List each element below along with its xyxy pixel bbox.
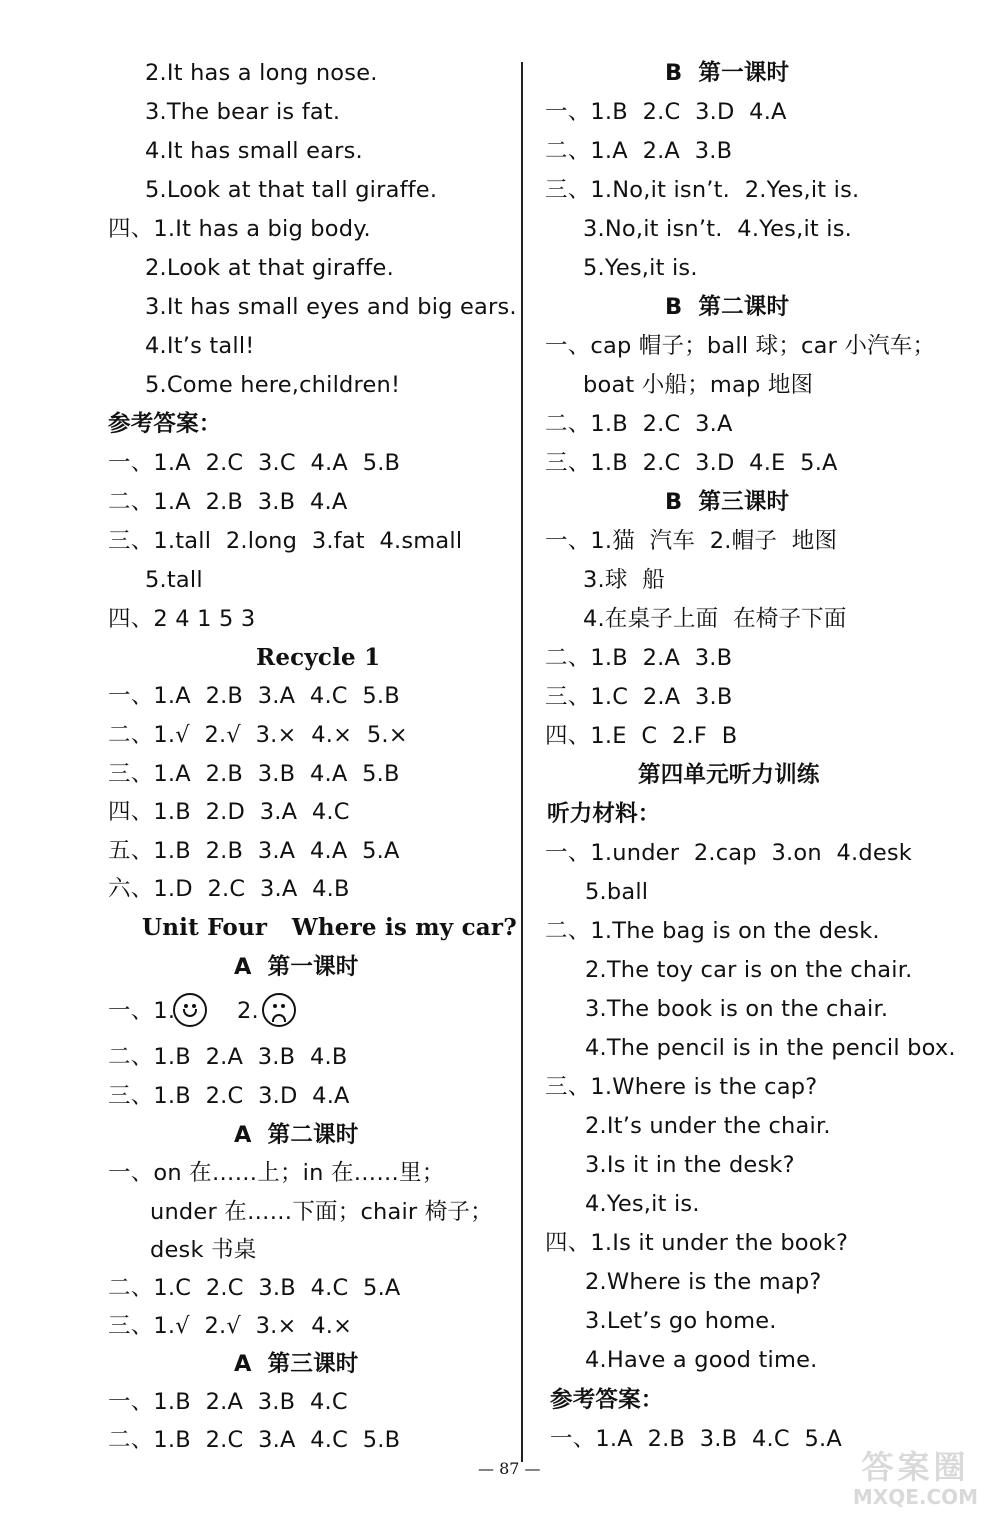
text-line: boat 小船；map 地图 <box>583 372 814 398</box>
text-line: 四、2 4 1 5 3 <box>108 606 256 632</box>
text-line: 二、1.B 2.C 3.A <box>545 411 733 437</box>
column-divider <box>521 62 523 1462</box>
text-line: 三、1.A 2.B 3.B 4.A 5.B <box>108 761 400 787</box>
text-line: 5.Come here,children! <box>145 372 401 398</box>
text-line: 3.The bear is fat. <box>145 99 341 125</box>
text-line: 4.Yes,it is. <box>585 1191 700 1217</box>
text-line: 2.It’s under the chair. <box>585 1113 831 1139</box>
text-line: 一、1.A 2.B 3.B 4.C 5.A <box>550 1426 842 1452</box>
text-line: 二、1.A 2.A 3.B <box>545 138 733 164</box>
text-line: 3.球 船 <box>583 567 665 593</box>
text-line: 二、1.B 2.A 3.B <box>545 645 733 671</box>
text-line: 一、cap 帽子；ball 球；car 小汽车； <box>545 333 936 359</box>
text-line: 一、on 在……上；in 在……里； <box>108 1160 445 1186</box>
text-line: 3.Is it in the desk? <box>585 1152 795 1178</box>
text-line: desk 书桌 <box>150 1237 257 1263</box>
text-line: 六、1.D 2.C 3.A 4.B <box>108 876 350 902</box>
text-line: 二、1.B 2.C 3.A 4.C 5.B <box>108 1427 401 1453</box>
text-line: 2.Look at that giraffe. <box>145 255 394 281</box>
text-line: 四、1.It has a big body. <box>108 216 371 242</box>
text-line: 三、1.√ 2.√ 3.× 4.× <box>108 1313 353 1339</box>
text-line: 四、1.E C 2.F B <box>545 723 738 749</box>
section-heading: B 第二课时 <box>665 294 790 320</box>
text-line: 四、1.Is it under the book? <box>545 1230 849 1256</box>
text-line: 四、1.B 2.D 3.A 4.C <box>108 799 350 825</box>
section-heading: Unit Four Where is my car? <box>142 914 517 941</box>
text-line: 2.Where is the map? <box>585 1269 822 1295</box>
text-line: 二、1.B 2.A 3.B 4.B <box>108 1044 348 1070</box>
text-line: 2. <box>237 998 259 1024</box>
text-line: 2.The toy car is on the chair. <box>585 957 913 983</box>
section-heading: 参考答案： <box>550 1387 664 1413</box>
text-line: 二、1.A 2.B 3.B 4.A <box>108 489 348 515</box>
text-line: 5.Yes,it is. <box>583 255 698 281</box>
watermark-url: MXQE.COM <box>852 1485 979 1509</box>
text-line: 4.在桌子上面 在椅子下面 <box>583 606 847 632</box>
text-line: 一、1.A 2.B 3.A 4.C 5.B <box>108 683 400 709</box>
text-line: 4.It has small ears. <box>145 138 363 164</box>
text-line: 三、1.B 2.C 3.D 4.A <box>108 1083 350 1109</box>
text-line: 3.The book is on the chair. <box>585 996 889 1022</box>
text-line: 3.It has small eyes and big ears. <box>145 294 517 320</box>
text-line: 五、1.B 2.B 3.A 4.A 5.A <box>108 838 400 864</box>
text-line: 一、1.under 2.cap 3.on 4.desk <box>545 840 913 866</box>
page-number: — 87 — <box>478 1459 541 1478</box>
text-line: 一、1. <box>108 998 176 1024</box>
text-line: 3.No,it isn’t. 4.Yes,it is. <box>583 216 852 242</box>
section-heading: B 第三课时 <box>665 489 790 515</box>
sad-face-icon <box>262 993 296 1027</box>
section-heading: A 第一课时 <box>234 954 359 980</box>
text-line: 三、1.C 2.A 3.B <box>545 684 733 710</box>
text-line: 三、1.B 2.C 3.D 4.E 5.A <box>545 450 838 476</box>
section-heading: Recycle 1 <box>256 644 381 671</box>
text-line: 3.Let’s go home. <box>585 1308 777 1334</box>
text-line: 一、1.猫 汽车 2.帽子 地图 <box>545 528 838 554</box>
text-line: 三、1.Where is the cap? <box>545 1074 818 1100</box>
section-heading: A 第三课时 <box>234 1351 359 1377</box>
text-line: 4.Have a good time. <box>585 1347 818 1373</box>
text-line: 一、1.A 2.C 3.C 4.A 5.B <box>108 450 401 476</box>
text-line: 5.tall <box>145 567 203 593</box>
text-line: 一、1.B 2.A 3.B 4.C <box>108 1389 348 1415</box>
text-line: 三、1.tall 2.long 3.fat 4.small <box>108 528 463 554</box>
text-line: 5.ball <box>585 879 649 905</box>
section-heading: B 第一课时 <box>665 60 790 86</box>
text-line: 4.It’s tall! <box>145 333 255 359</box>
text-line: 5.Look at that tall giraffe. <box>145 177 438 203</box>
section-heading: A 第二课时 <box>234 1122 359 1148</box>
section-heading: 听力材料： <box>547 801 661 827</box>
watermark-title: 答案圈 <box>861 1448 970 1486</box>
text-line: 三、1.No,it isn’t. 2.Yes,it is. <box>545 177 860 203</box>
watermark-logo <box>843 1449 988 1511</box>
text-line: 二、1.The bag is on the desk. <box>545 918 880 944</box>
text-line: 二、1.C 2.C 3.B 4.C 5.A <box>108 1275 401 1301</box>
text-line: 二、1.√ 2.√ 3.× 4.× 5.× <box>108 722 408 748</box>
section-heading: 第四单元听力训练 <box>638 762 820 788</box>
text-line: under 在……下面；chair 椅子； <box>150 1199 493 1225</box>
text-line: 2.It has a long nose. <box>145 60 378 86</box>
text-line: 一、1.B 2.C 3.D 4.A <box>545 99 787 125</box>
happy-face-icon <box>173 993 207 1027</box>
text-line: 4.The pencil is in the pencil box. <box>585 1035 956 1061</box>
section-heading: 参考答案： <box>108 411 222 437</box>
